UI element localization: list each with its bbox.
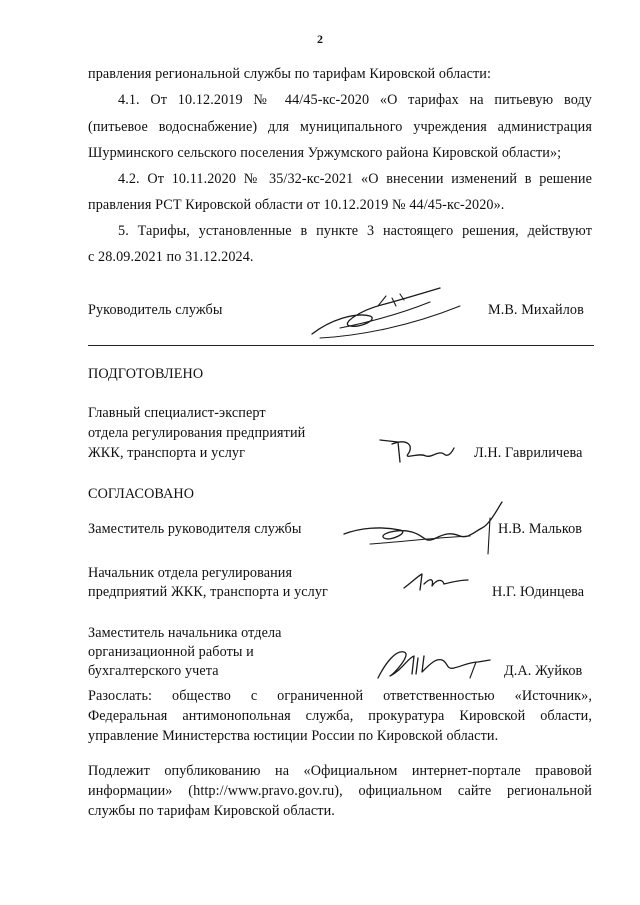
- body-continuation-line: правления региональной службы по тарифам Кировской области:: [88, 66, 492, 82]
- prepared-heading: ПОДГОТОВЛЕНО: [88, 366, 204, 382]
- agreed-signer-2-signature-image: [402, 570, 472, 596]
- prepared-position-line: ЖКК, транспорта и услуг: [88, 445, 246, 461]
- agreed-signer-2-name: Н.Г. Юдинцева: [492, 584, 585, 600]
- prepared-name: Л.Н. Гавриличева: [474, 445, 583, 461]
- head-title: Руководитель службы: [88, 302, 223, 318]
- agreed-signer-1-signature-image: [340, 498, 520, 558]
- item-4-1-line-2: (питьевое водоснабжение) для муниципального учреждения администрация: [88, 119, 592, 135]
- agreed-signer-3-position-line-2: организационной работы и: [88, 644, 254, 660]
- agreed-signer-2-position-line-1: Начальник отдела регулирования: [88, 565, 293, 581]
- prepared-signature-image: [378, 434, 458, 468]
- agreed-signer-3-name: Д.А. Жуйков: [504, 663, 583, 679]
- item-4-1-line-1: 4.1. От 10.12.2019 № 44/45-кс-2020 «О тарифах на питьевую воду: [118, 92, 592, 108]
- prepared-position-line: отдела регулирования предприятий: [88, 425, 306, 441]
- head-signature-image: [300, 276, 470, 346]
- item-5-line-2: с 28.09.2021 по 31.12.2024.: [88, 249, 254, 265]
- item-5-line-1: 5. Тарифы, установленные в пункте 3 настоящего решения, действуют: [118, 223, 592, 239]
- agreed-heading: СОГЛАСОВАНО: [88, 486, 195, 502]
- section-divider: [88, 345, 594, 346]
- distribution-line-2: Федеральная антимонопольная служба, прокуратура Кировской области,: [88, 708, 592, 724]
- agreed-signer-2-position-line-2: предприятий ЖКК, транспорта и услуг: [88, 584, 328, 600]
- publication-line-1: Подлежит опубликованию на «Официальном интернет-портале правовой: [88, 763, 592, 779]
- publication-line-2: информации» (http://www.pravo.gov.ru), официальном сайте региональной: [88, 783, 592, 799]
- item-4-2-line-1: 4.2. От 10.11.2020 № 35/32-кс-2021 «О внесении изменений в решение: [118, 171, 592, 187]
- distribution-line-1: Разослать: общество с ограниченной ответственностью «Источник»,: [88, 688, 592, 704]
- head-name: М.В. Михайлов: [488, 302, 584, 318]
- page-number: 2: [317, 32, 323, 46]
- agreed-signer-3-position-line-1: Заместитель начальника отдела: [88, 625, 282, 641]
- agreed-signer-3-signature-image: [372, 644, 496, 684]
- agreed-signer-1-name: Н.В. Мальков: [498, 521, 583, 537]
- item-4-2-line-2: правления РСТ Кировской области от 10.12.2019 № 44/45-кс-2020».: [88, 197, 505, 213]
- prepared-position-line: Главный специалист-эксперт: [88, 405, 266, 421]
- item-4-1-line-3: Шурминского сельского поселения Уржумского района Кировской области»;: [88, 145, 562, 161]
- distribution-line-3: управление Министерства юстиции России по Кировской области.: [88, 728, 499, 744]
- agreed-signer-3-position-line-3: бухгалтерского учета: [88, 663, 219, 679]
- publication-line-3: службы по тарифам Кировской области.: [88, 803, 335, 819]
- agreed-signer-1-position: Заместитель руководителя службы: [88, 521, 302, 537]
